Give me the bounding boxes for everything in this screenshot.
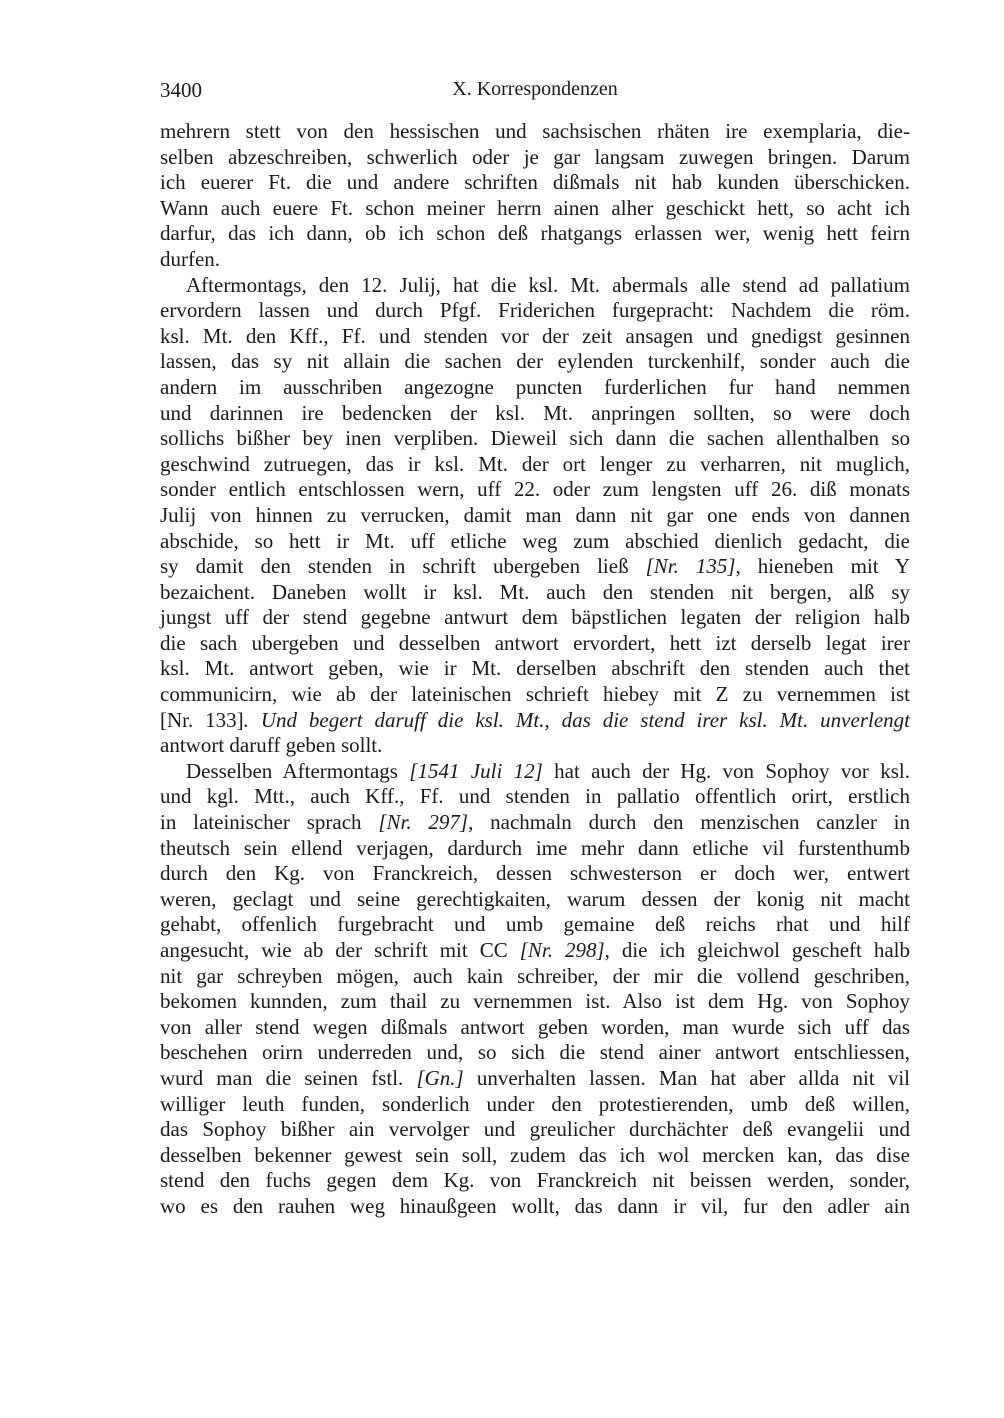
text-line: ervordern lassen und durch Pfgf. Friderichen furgepracht: Nachdem die röm. [160,298,910,323]
editorial-reference: [1541 Juli 12] [409,758,543,783]
text-line: die sach ubergeben und desselben antwort ervordert, hett izt derselb legat irer [160,630,910,655]
text-line [160,554,910,580]
text-line [160,708,910,734]
text-line: Julij von hinnen zu verrucken, damit man dann nit gar one ends von dannen [160,502,910,527]
text-line: wo es den rauhen weg hinaußgeen wollt, das dann ir vil, fur den adler ain [160,1193,910,1218]
text-line: abschide, so hett ir Mt. uff etliche weg zum abschied dienlich gedacht, die [160,528,910,553]
text-line: selben abzeschreiben, schwerlich oder je gar langsam zuwegen bringen. Darum [160,144,910,169]
text-segment: unverhalten lassen. Man hat aber allda nit vil [463,1065,910,1090]
text-line: antwort daruff geben sollt. [160,733,383,758]
text-line: ksl. Mt. den Kff., Ff. und stenden vor der zeit ansagen und gnedigst gesinnen [160,323,910,348]
text-line: jungst uff der stend gegebne antwurt dem bäpstlichen legaten der religion halb [160,605,910,630]
text-segment: , hieneben mit Y [735,554,911,579]
text-line: desselben bekenner gewest sein soll, zudem das ich wol mercken kan, das dise [160,1142,910,1167]
text-line: andern im ausschriben angezogne puncten furderlichen fur hand nemmen [160,374,910,399]
text-line: bekomen kunnden, zum thail zu vernemmen ist. Also ist dem Hg. von Sophoy [160,989,910,1014]
text-segment: Desselben Aftermontags [186,758,410,783]
text-line: theutsch sein ellend verjagen, dardurch ime mehr dann etliche vil furstenthumb [160,835,910,860]
text-segment: [Nr. 133] [160,707,244,732]
text-line: communicirn, wie ab der lateinischen schrieft hiebey mit Z zu vernemmen ist [160,682,910,707]
page-number: 3400 [160,78,202,102]
text-line: nit gar schreyben mögen, auch kain schreiber, der mir die vollend geschriben, [160,963,910,988]
text-line: bezaichent. Daneben wollt ir ksl. Mt. auch den stenden nit bergen, alß sy [160,579,910,604]
text-line: das Sophoy bißher ain vervolger und greulicher durchächter deß evangelii und [160,1117,910,1142]
text-line: gehabt, offenlich furgebracht und umb gemaine deß reichs rhat und hilf [160,912,910,937]
text-line: und kgl. Mtt., auch Kff., Ff. und stenden in pallatio offentlich orirt, erstlich [160,784,910,809]
text-segment: , die ich gleichwol gescheft halb [604,938,910,962]
text-line: sonder entlich entschlossen wern, uff 22. oder zum lengsten uff 26. diß monats [160,477,910,502]
text-line: und darinnen ire bedencken der ksl. Mt. anpringen sollten, so were doch [160,400,910,425]
text-line: Aftermontags, den 12. Julij, hat die ksl. Mt. abermals alle stend ad pallatium [186,272,910,297]
page-header [160,78,910,108]
text-line: Wann auch euere Ft. schon meiner herrn ainen alher geschickt hett, so acht ich [160,195,910,220]
text-line: von aller stend wegen dißmals antwort geben worden, man wurde sich uff das [160,1014,910,1039]
text-line [160,938,910,964]
text-body [160,119,910,1220]
running-head: X. Korrespondenzen [452,78,618,100]
text-line: ksl. Mt. antwort geben, wie ir Mt. derselben abschrift den stenden auch thet [160,656,910,681]
editorial-reference: . Und begert daruff die ksl. Mt., das die stend irer ksl. Mt. unverlengt [243,707,910,732]
editorial-reference: [Nr. 298] [519,938,605,962]
text-line: mehrern stett von den hessischen und sachsischen rhäten ire exemplaria, die- [160,119,910,143]
editorial-reference: [Nr. 135] [645,554,736,579]
text-segment: , nachmaln durch den menzischen canzler in [468,810,910,835]
text-segment: angesucht, wie ab der schrift mit CC [160,938,520,962]
text-line: durch den Kg. von Franckreich, dessen schwesterson er doch wer, entwert [160,861,910,886]
text-segment: wurd man die seinen fstl. [160,1065,417,1090]
text-line [160,1066,910,1092]
text-segment: in lateinischer sprach [160,810,379,835]
text-segment: sy damit den stenden in schrift ubergeben ließ [160,554,646,579]
text-line: stend den fuchs gegen dem Kg. von Franckreich nit beissen werden, sonder, [160,1168,910,1193]
editorial-reference: [Gn.] [416,1065,464,1090]
text-line: beschehen orirn underreden und, so sich die stend ainer antwort entschliessen, [160,1040,910,1065]
text-line [160,759,910,785]
text-line: weren, geclagt und seine gerechtigkaiten, warum dessen der konig nit macht [160,886,910,911]
text-line: ich euerer Ft. die und andere schriften dißmals nit hab kunden überschicken. [160,170,910,195]
text-segment: hat auch der Hg. von Sophoy vor ksl. [542,758,910,783]
text-line: williger leuth funden, sonderlich under den protestierenden, umb deß willen, [160,1091,910,1116]
text-line: durfen. [160,246,221,271]
text-line: lassen, das sy nit allain die sachen der eylenden turckenhilf, sonder auch die [160,349,910,374]
text-line: darfur, das ich dann, ob ich schon deß rhatgangs erlassen wer, wenig hett feirn [160,221,910,246]
text-line [160,810,910,836]
text-line: geschwind zutruegen, das ir ksl. Mt. der ort lenger zu verharren, nit muglich, [160,451,910,476]
text-line: sollichs bißher bey inen verpliben. Dieweil sich dann die sachen allenthalben so [160,426,910,451]
editorial-reference: [Nr. 297] [378,810,469,835]
